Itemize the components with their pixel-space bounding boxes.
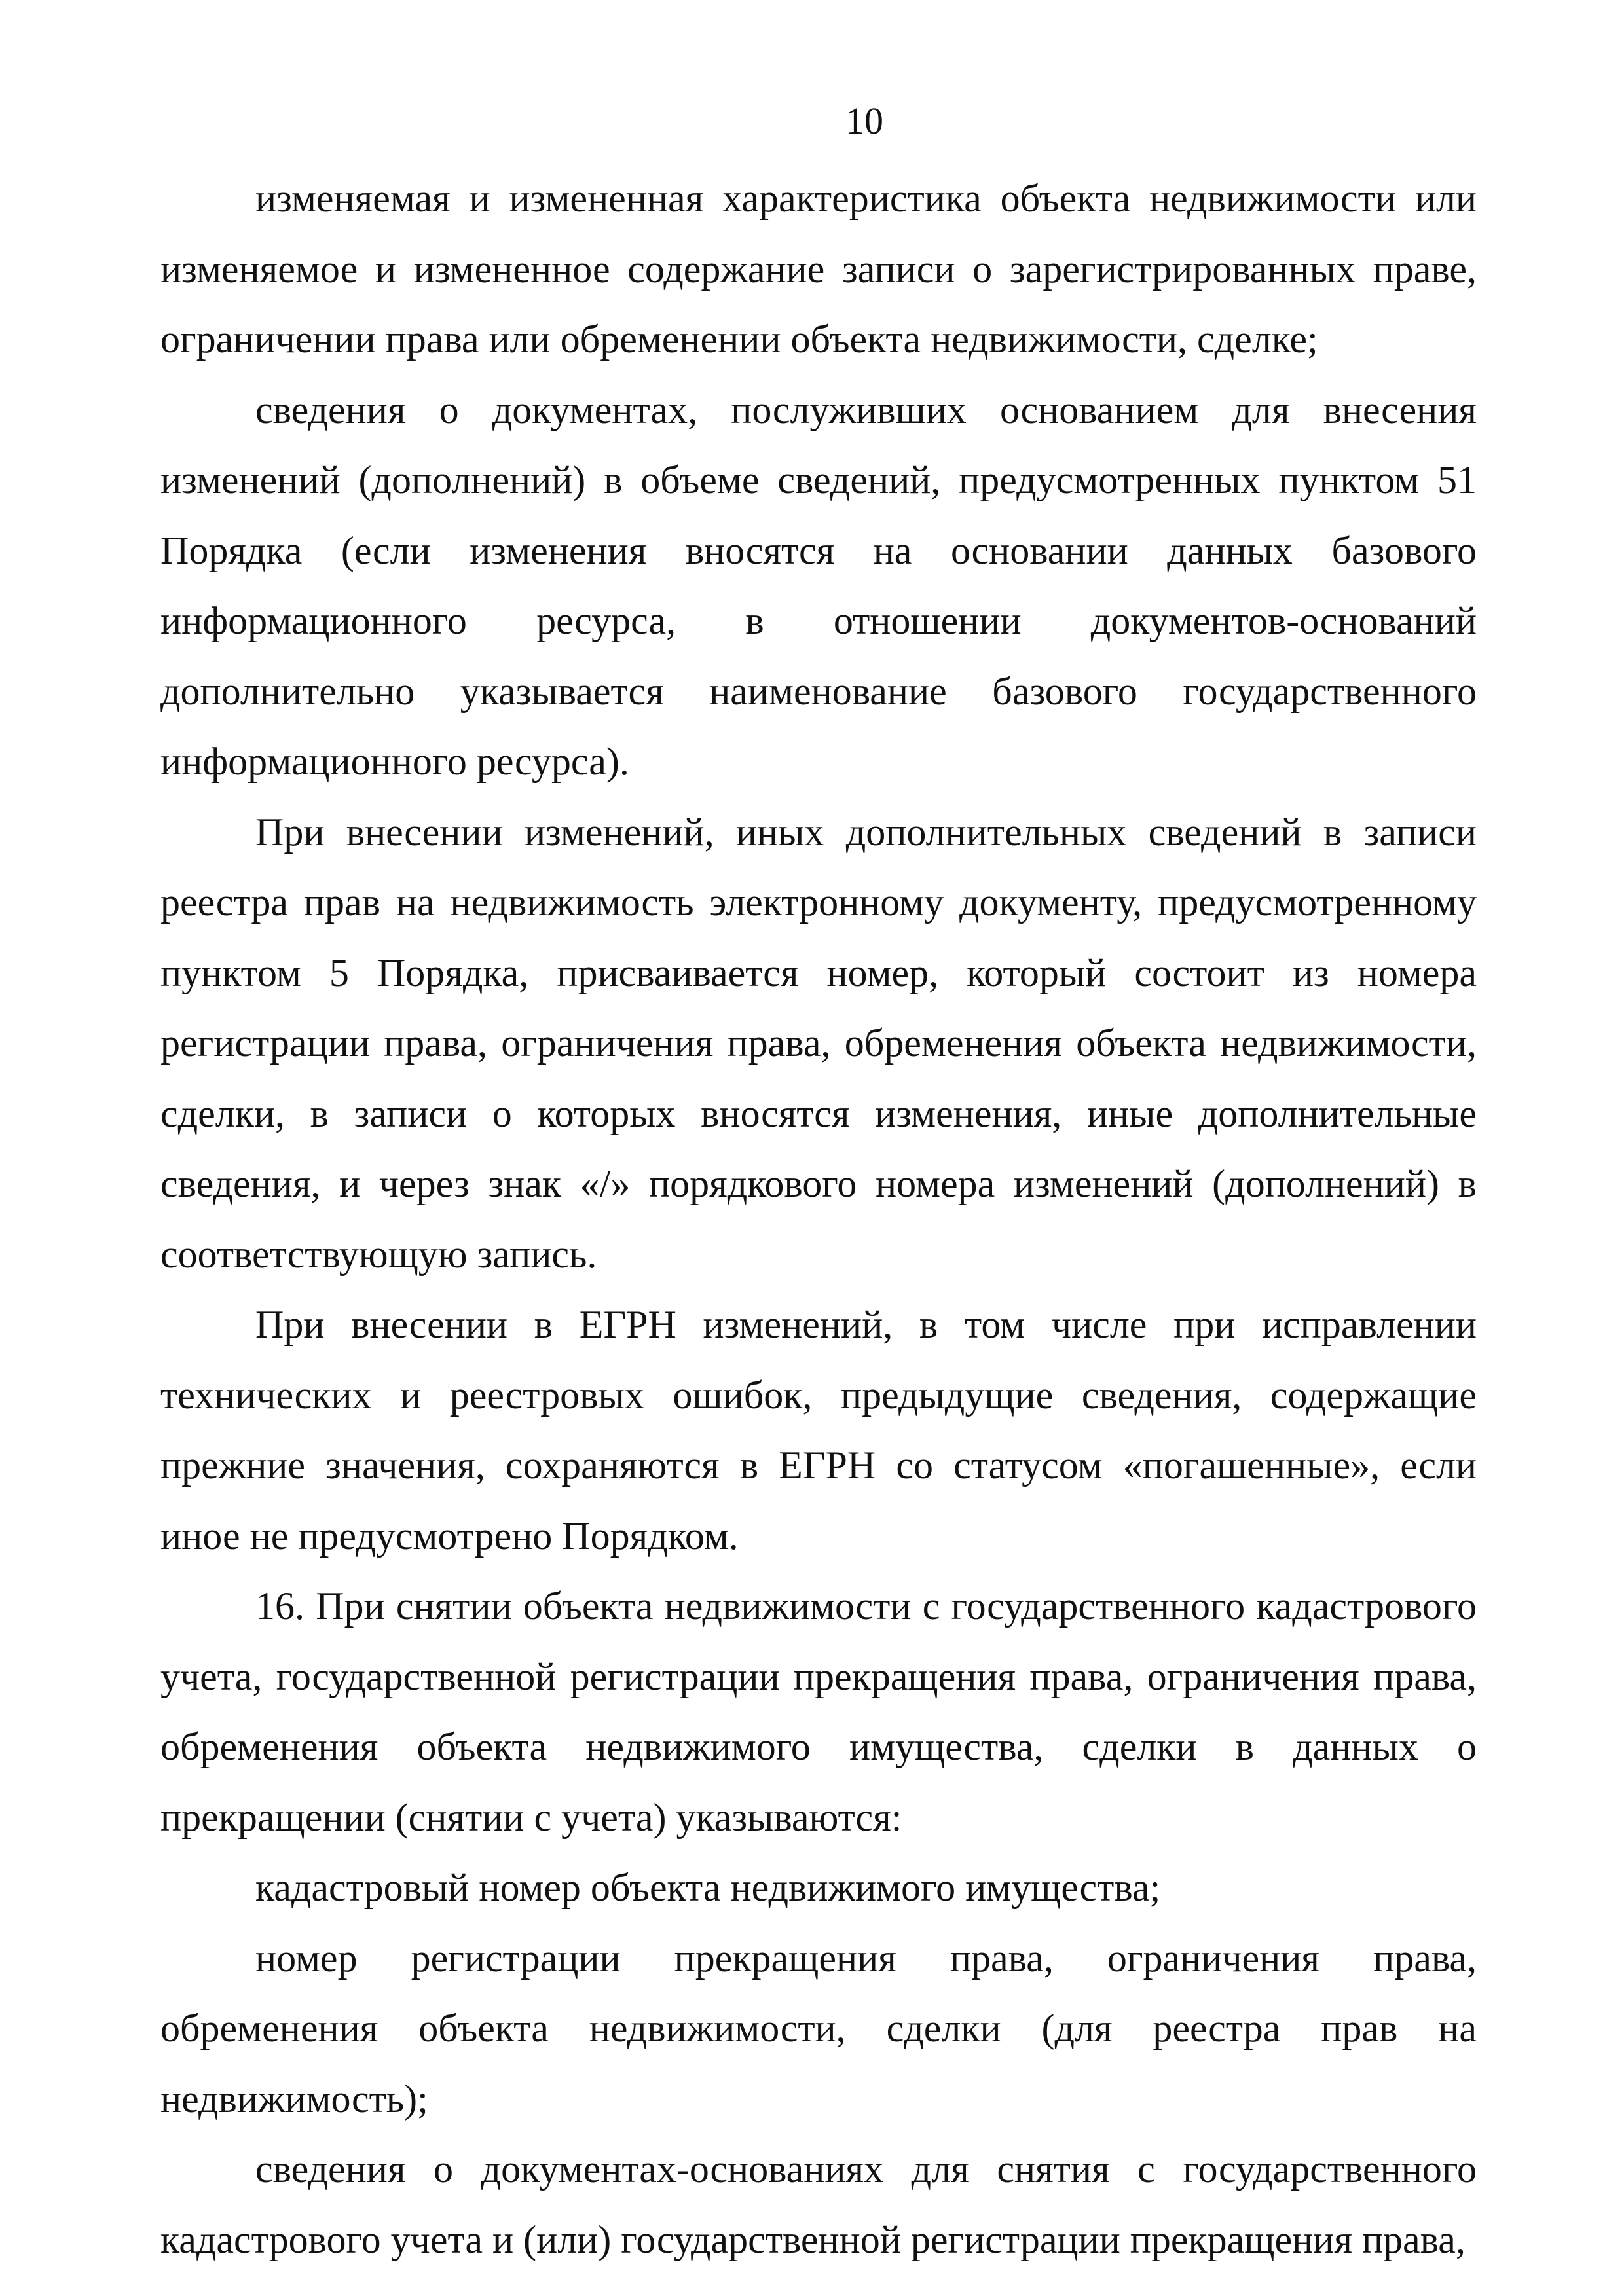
- paragraph-record-number-assignment: При внесении изменений, иных дополнительных сведений в записи реестра прав на недвижимость электронному документу, предусмотренному пунктом 5 Порядка, присваивается номер, который состоит из номера регистрации права, ограничения права, обременения объекта недвижимости, сделки, в записи о которых вносятся изменения, иные дополнительные сведения, и через знак «/» порядкового номера изменений (дополнений) в соответствующую запись.: [160, 810, 1477, 1276]
- paragraph-cadastral-number: кадастровый номер объекта недвижимого имущества;: [255, 1866, 1161, 1909]
- page-number: 10: [845, 100, 883, 142]
- paragraph-removal-basis-documents: сведения о документах-основаниях для снятия с государственного кадастрового учета и (или) государственной регистрации прекращения права,: [160, 2147, 1477, 2261]
- paragraph-section-16: 16. При снятии объекта недвижимости с государственного кадастрового учета, государственной регистрации прекращения права, ограничения права, обременения объекта недвижимого имущества, сделки в данных о прекращении (снятии с учета) указываются:: [160, 1584, 1477, 1839]
- document-body: [160, 164, 1477, 2275]
- paragraph-termination-registration-number: номер регистрации прекращения права, ограничения права, обременения объекта недвижимости, сделки (для реестра прав на недвижимость);: [160, 1936, 1477, 2121]
- paragraph-egrn-changes: При внесении в ЕГРН изменений, в том числе при исправлении технических и реестровых ошибок, предыдущие сведения, содержащие прежние значения, сохраняются в ЕГРН со статусом «погашенные», если иное не предусмотрено Порядком.: [160, 1303, 1477, 1558]
- paragraph-changed-characteristic: изменяемая и измененная характеристика объекта недвижимости или изменяемое и измененное содержание записи о зарегистрированных праве, ограничении права или обременении объекта недвижимости, сделке;: [160, 177, 1477, 361]
- paragraph-basis-documents: сведения о документах, послуживших основанием для внесения изменений (дополнений) в объеме сведений, предусмотренных пунктом 51 Порядка (если изменения вносятся на основании данных базового информационного ресурса, в отношении документов-оснований дополнительно указывается наименование базового государственного информационного ресурса).: [160, 388, 1477, 783]
